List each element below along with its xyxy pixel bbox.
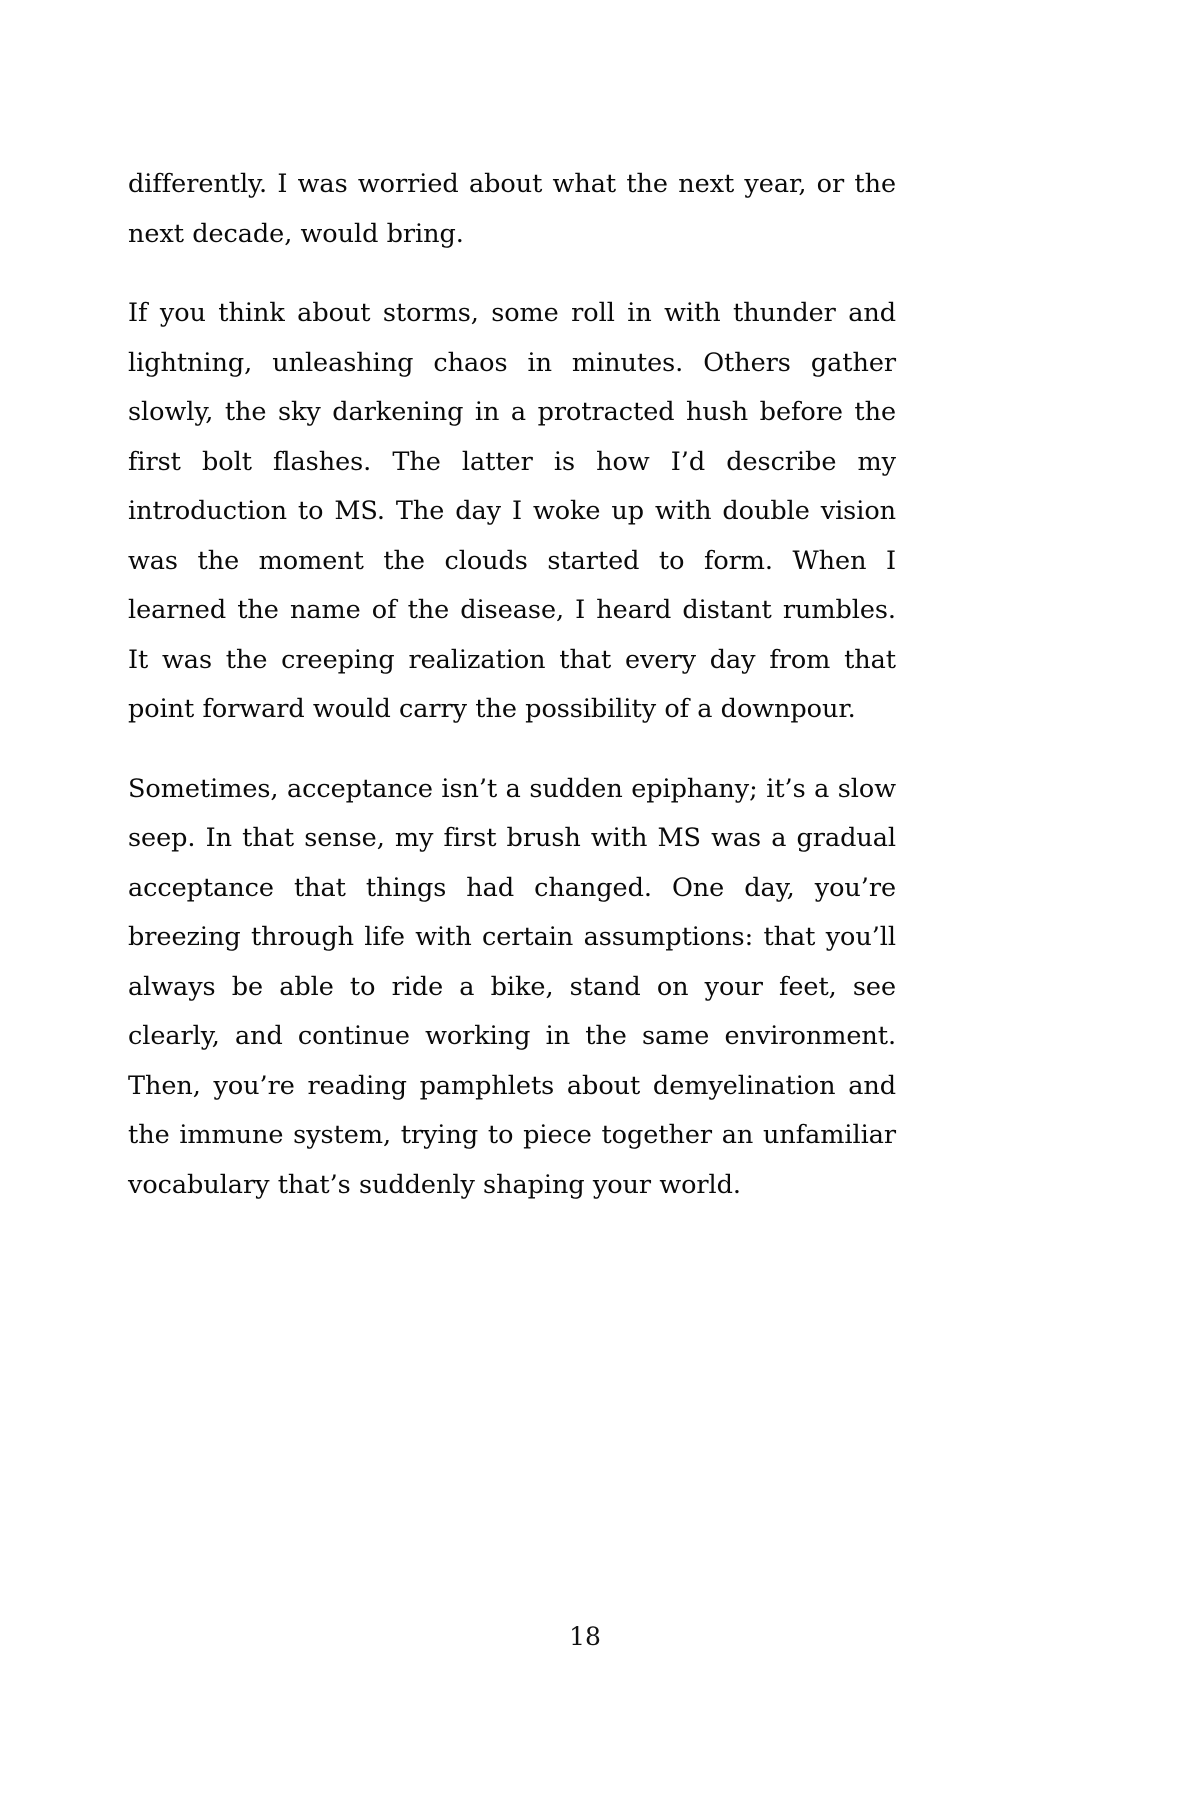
- paragraph-1: differently. I was worried about what the next year, or the next decade, would bring.: [128, 169, 896, 249]
- paragraph-3: Sometimes, acceptance isn’t a sudden epiphany; it’s a slow seep. In that sense, my first brush with MS was a gradual acceptance that things had changed. One day, you’re breezing through life with certain assumptions: that you’ll always be able to ride a bike, stand on your feet, see clearly, and continue working in the same environment. Then, you’re reading pamphlets about demyelination and the immune system, trying to piece together an unfamiliar vocabulary that’s suddenly shaping your world.: [128, 773, 896, 1200]
- page-number-value: 18: [569, 1622, 601, 1651]
- page-number: [0, 1620, 1200, 1654]
- paragraph-2: If you think about storms, some roll in with thunder and lightning, unleashing chaos in minutes. Others gather slowly, the sky darkening in a protracted hush before the first bolt flashes. The latter is how I’d describe my introduction to MS. The day I woke up with double vision was the moment the clouds started to form. When I learned the name of the disease, I heard distant rumbles. It was the creeping realization that every day from that point forward would carry the possibility of a downpour.: [128, 298, 896, 724]
- page-text-column: [128, 160, 896, 1210]
